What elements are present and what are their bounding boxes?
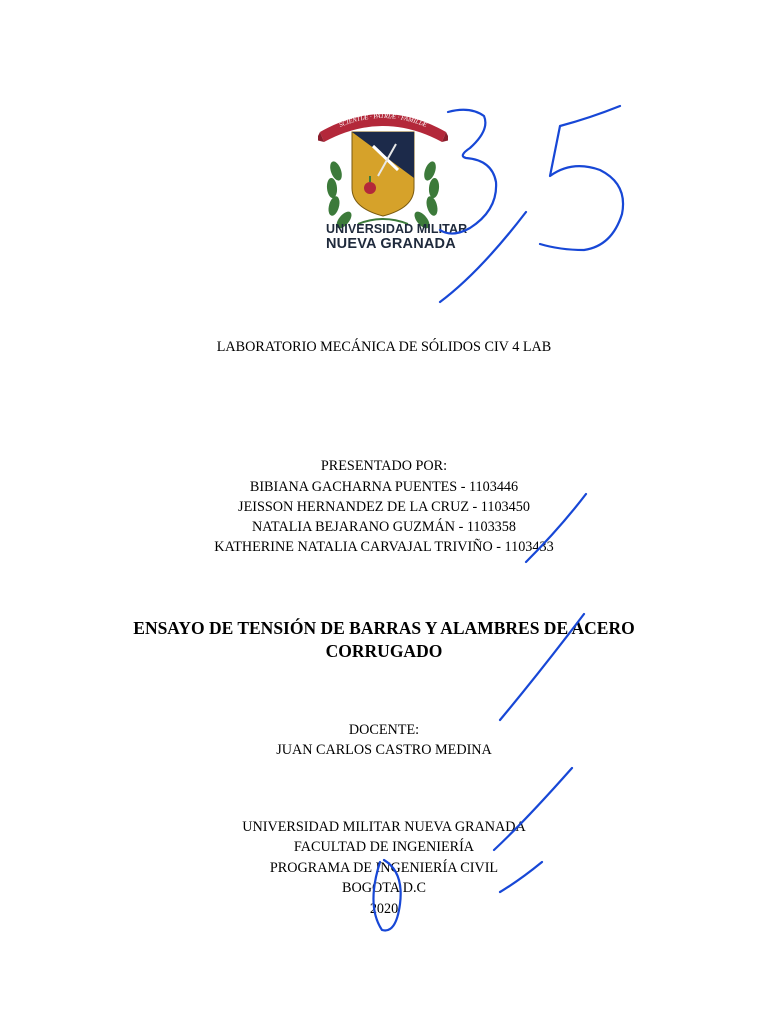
correction-stroke-3 xyxy=(494,768,572,850)
teacher-name: JUAN CARLOS CASTRO MEDINA xyxy=(276,742,492,758)
author-2: JEISSON HERNANDEZ DE LA CRUZ - 1103450 xyxy=(238,499,530,515)
author-4: KATHERINE NATALIA CARVAJAL TRIVIÑO - 1103433 xyxy=(214,539,554,555)
author-1: BIBIANA GACHARNA PUENTES - 1103446 xyxy=(249,479,519,495)
wordmark-line-2: NUEVA GRANADA xyxy=(326,236,456,253)
grade-digit-5 xyxy=(540,106,623,250)
institution-university: UNIVERSIDAD MILITAR NUEVA GRANADA xyxy=(242,819,526,835)
motto-text xyxy=(318,96,448,156)
author-3: NATALIA BEJARANO GUZMÁN - 1103358 xyxy=(252,519,516,535)
institution-year: 2020 xyxy=(369,901,399,917)
institution-faculty: FACULTAD DE INGENIERÍA xyxy=(293,839,475,855)
course-name: LABORATORIO MECÁNICA DE SÓLIDOS CIV 4 LAB xyxy=(216,339,552,355)
university-wordmark xyxy=(326,222,468,253)
grade-digit-3 xyxy=(440,110,496,234)
institution-city: BOGOTA D.C xyxy=(342,880,426,896)
presented-by-heading: PRESENTADO POR: xyxy=(320,458,448,474)
wordmark-line-1: UNIVERSIDAD MILITAR xyxy=(326,222,468,236)
report-title-line-1: ENSAYO DE TENSIÓN DE BARRAS Y ALAMBRES DE ACERO xyxy=(133,618,635,638)
teacher-heading: DOCENTE: xyxy=(348,722,420,738)
svg-text:SCIENTIÆ · PATRIÆ · FAMILIÆ: SCIENTIÆ · PATRIÆ · FAMILIÆ xyxy=(338,112,428,129)
institution-program: PROGRAMA DE INGENIERÍA CIVIL xyxy=(269,860,499,876)
report-title-line-2: CORRUGADO xyxy=(325,641,443,661)
